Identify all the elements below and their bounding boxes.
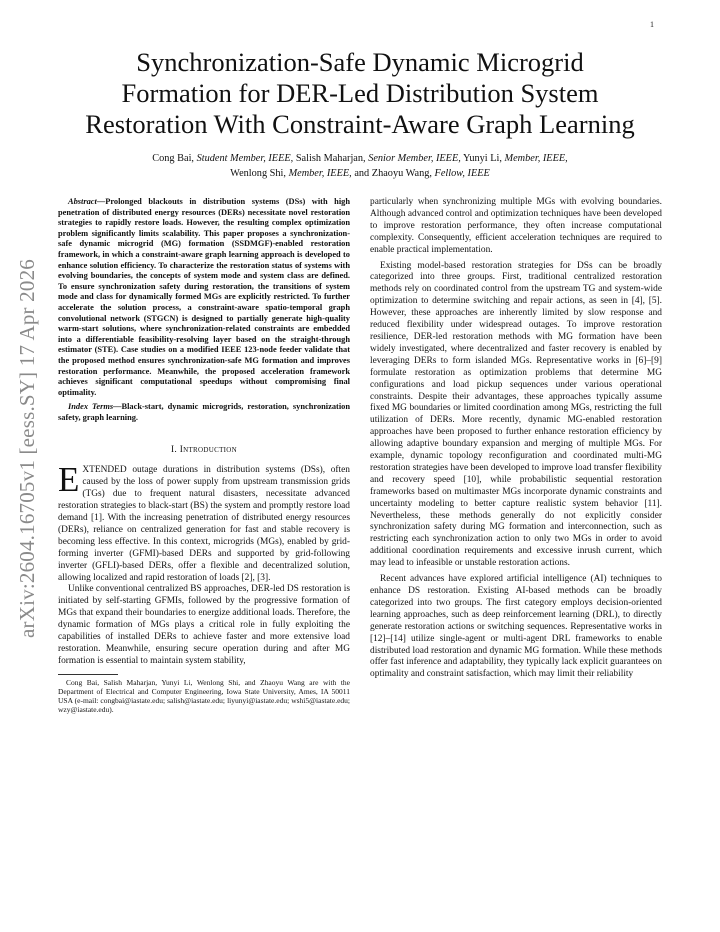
drop-cap: E bbox=[58, 460, 80, 500]
index-terms bbox=[58, 402, 350, 423]
abstract-label: Abstract— bbox=[68, 197, 106, 206]
author-role: Member, IEEE, bbox=[504, 153, 568, 164]
paper-title bbox=[60, 47, 660, 140]
author-role: Member, IEEE, bbox=[288, 168, 352, 179]
author-affiliation-footnote: Cong Bai, Salish Maharjan, Yunyi Li, Wenlong Shi, and Zhaoyu Wang are with the Department of Electrical and Computer Engineering, Iowa State University, Ames, IA 50011 USA (e-mail: congbai@iastate.edu; salish@iastate.edu; liyunyi@iastate.edu; wshi5@iastate.edu; wzy@iastate.edu). bbox=[58, 677, 350, 714]
author-name: Yunyi Li, bbox=[463, 153, 502, 164]
author-role: Student Member, IEEE, bbox=[196, 153, 294, 164]
title-line-1: Synchronization-Safe Dynamic Microgrid bbox=[136, 47, 584, 77]
intro-paragraph-1 bbox=[58, 460, 350, 584]
index-terms-label: Index Terms— bbox=[68, 402, 122, 412]
footnote-divider bbox=[58, 674, 118, 675]
left-column bbox=[58, 197, 350, 714]
right-column bbox=[370, 197, 662, 681]
author-name: Salish Maharjan, bbox=[295, 153, 366, 164]
right-paragraph-3: Recent advances have explored artificial intelligence (AI) techniques to enhance DS restoration. Existing AI-based methods can be broadly categorized into two groups. The first category employs decision-oriented learning approaches, such as deep reinforcement learning (DRL), to directly generate restoration actions or switching sequences. Representative works in [12]–[14] utilize single-agent or multi-agent DRL frameworks to enable distributed load restoration and dynamic MG formation. While these methods offer fast inference and adaptability, they typically lack explicit guarantees on optimality and constraint satisfaction, which may limit their reliability bbox=[370, 574, 662, 680]
title-line-2: Formation for DER-Led Distribution System bbox=[121, 78, 599, 108]
abstract-text: Prolonged blackouts in distribution systems (DSs) with high penetration of distributed energy resources (DERs) necessitate novel restoration strategies to rapidly restore loads. However, the resulting complex optimization problem significantly limits scalability. This paper proposes a synchronization-safe dynamic microgrid (MG) formation (SSDMGF)-enabled restoration framework, in which a constraint-aware graph learning approach is developed to enhance solution efficiency. To characterize the restoration status of systems with evolving boundaries, the concepts of system mode and system class are defined. To ensure synchronization safety during restoration, the transitions of system mode and class for dynamically formed MGs are explicitly restricted. To further accelerate the solution process, a constraint-aware spatio-temporal graph convolutional network (STGCN) is designed to partially generate high-quality warm-start solutions, where synchronization-related constraints are embedded into a differentiable feasibility-resolving layer based on the straight-through estimator (STE). Case studies on a modified IEEE 123-node feeder validate that the proposed method ensures synchronization-safe MG formation and improves restoration performance. Meanwhile, the proposed acceleration framework achieves significant computational speedups without compromising final optimality. bbox=[58, 197, 350, 397]
page-number: 1 bbox=[650, 20, 654, 29]
abstract bbox=[58, 197, 350, 398]
right-paragraph-1: particularly when synchronizing multiple MGs with evolving boundaries. Although advanced control and optimization techniques have been developed to improve restoration performance, they often increase computational complexity. Consequently, efficient acceleration techniques are required to enable practical implementation. bbox=[370, 197, 662, 255]
arxiv-identifier[interactable] bbox=[9, 238, 45, 658]
lead-caps: XTENDED bbox=[82, 465, 127, 476]
title-line-3: Restoration With Constraint-Aware Graph Learning bbox=[85, 109, 635, 139]
index-terms-text: Black-start, dynamic microgrids, restoration, synchronization safety, graph learning. bbox=[58, 402, 351, 422]
author-name: Wenlong Shi, bbox=[230, 168, 286, 179]
right-paragraph-2: Existing model-based restoration strategies for DSs can be broadly categorized into three groups. First, traditional centralized restoration methods rely on coordinated control from the upstream TG and system-wide optimization to determine switching and repair actions, as seen in [4], [5]. However, these approaches are inherently limited by slow response and reduced flexibility under widespread outages. To improve restoration resilience, DER-led restoration methods with MG formation have been widely investigated, where decentralized and faster recovery is enabled by leveraging DERs to form islanded MGs. Representative works in [6]–[9] formulate restoration as optimization problems that determine MG configurations and load pickup sequences under various operational constraints. Despite their advantages, these approaches typically assume fixed MG boundaries or limited coordination among MGs, restricting the full utilization of DERs. More recently, dynamic MG-enabled restoration approaches have been proposed to further enhance restoration efficiency by allowing adaptive boundary expansion and merging of multiple MGs. For example, dynamic topology reconfiguration and coordinated multi-MG restoration strategies have been developed to improve load transfer flexibility and recovery speed [10], while probabilistic sequential restoration frameworks based on multimaster MGs incorporate dynamic constraints and uncertainty modeling to better capture realistic system behavior [11]. Nevertheless, these methods generally do not explicitly consider synchronization safety during MG formation and interconnection, such as restricting each synchronization action to only two MGs in order to avoid additional coordination requirements and excessive inrush current, which may lead to infeasible or unstable restoration actions. bbox=[370, 260, 662, 569]
author-role: Senior Member, IEEE, bbox=[368, 153, 461, 164]
author-list bbox=[60, 151, 660, 181]
intro-paragraph-1-text: outage durations in distribution systems (DSs), often caused by the loss of power supply from upstream transmission grids (TGs) due to frequent natural disasters, necessitate advanced restoration strategies to black-start (BS) the system and promptly restore load demand [1]. With the increasing penetration of distributed energy resources (DERs), reliance on centralized generation for fast and stable recovery is becoming less effective. In this context, microgrids (MGs), enabled by grid-forming inverter (GFMI)-based DERs and supported by grid-following inverter (GFLI)-based DERs, offer a flexible and decentralized solution, allowing localized and rapid restoration of loads [2], [3]. bbox=[58, 465, 350, 583]
author-name: Cong Bai, bbox=[152, 153, 195, 164]
intro-paragraph-2: Unlike conventional centralized BS approaches, DER-led DS restoration is initiated by self-starting GFMIs, followed by the progressive formation of MGs that expand their boundaries to energize additional loads. Therefore, the dynamic formation of MGs plays a critical role in fully exploiting the capabilities of installed DERs to achieve faster and more extensive load restoration. Meanwhile, ensuring secure operation during and after MG formation is essential to maintain system stability, bbox=[58, 584, 350, 666]
author-name: and Zhaoyu Wang, bbox=[354, 168, 432, 179]
author-role: Fellow, IEEE bbox=[434, 168, 490, 179]
arxiv-stamp-text: arXiv:2604.16705v1 [eess.SY] 17 Apr 2026 bbox=[14, 258, 39, 638]
section-heading-introduction: I. Introduction bbox=[171, 445, 237, 456]
